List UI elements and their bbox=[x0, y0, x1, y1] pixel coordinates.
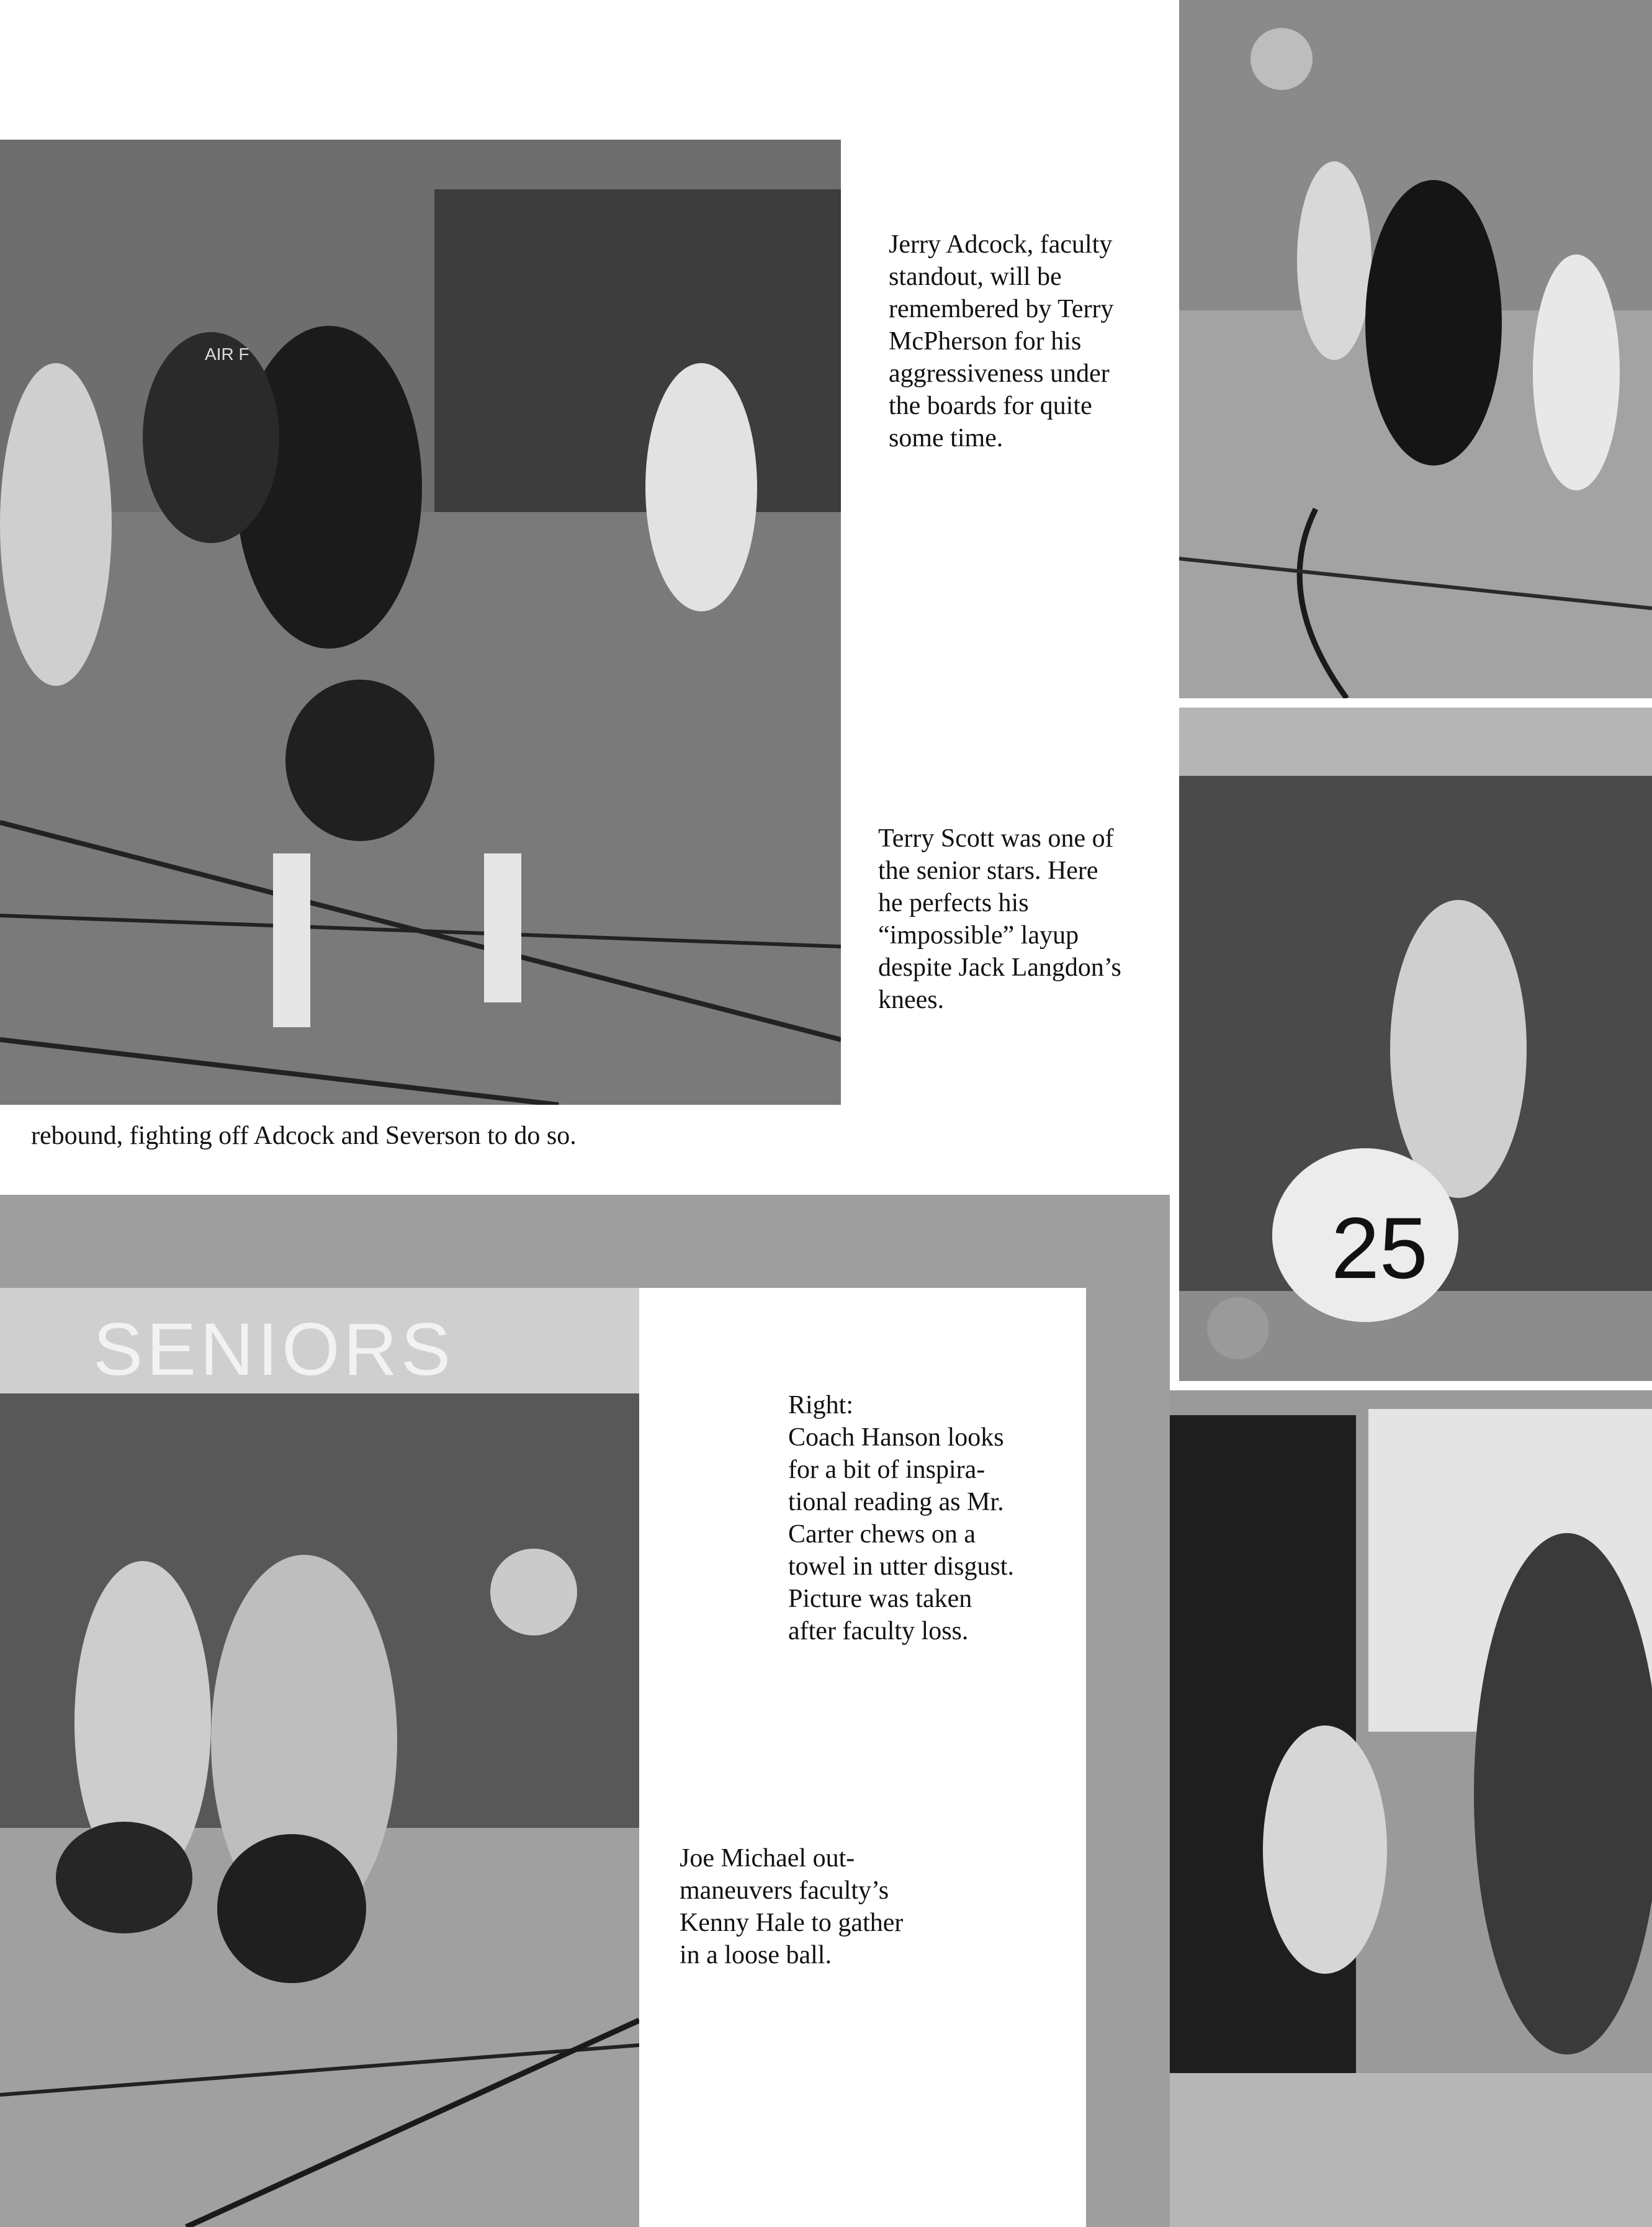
jersey-number: 25 bbox=[1331, 1199, 1428, 1297]
caption-line: in a loose ball. bbox=[680, 1941, 832, 1969]
caption-line: “impossible” layup bbox=[878, 921, 1079, 950]
caption-line: despite Jack Langdon’s bbox=[878, 953, 1121, 982]
seniors-banner: SENIORS bbox=[93, 1308, 455, 1391]
caption-line: he perfects his bbox=[878, 889, 1029, 917]
caption-line: Kenny Hale to gather bbox=[680, 1909, 904, 1937]
caption-line: aggressiveness under bbox=[889, 359, 1110, 388]
banner-text: AIR F bbox=[205, 344, 249, 364]
caption-rebound: rebound, fighting off Adcock and Severson to do so. bbox=[31, 1122, 577, 1150]
photo-loose-ball bbox=[0, 1288, 639, 2227]
caption-line: tional reading as Mr. bbox=[788, 1488, 1004, 1516]
caption-line: Carter chews on a bbox=[788, 1520, 976, 1549]
caption-line: Joe Michael out- bbox=[680, 1844, 855, 1873]
caption-line: after faculty loss. bbox=[788, 1617, 969, 1645]
caption-line: Right: bbox=[788, 1391, 854, 1419]
caption-scott bbox=[878, 822, 1121, 1016]
caption-line: McPherson for his bbox=[889, 327, 1082, 356]
caption-line: maneuvers faculty’s bbox=[680, 1876, 889, 1905]
photo-rebound-scramble bbox=[0, 140, 841, 1105]
photo-impossible-layup bbox=[1179, 708, 1652, 1381]
caption-line: some time. bbox=[889, 424, 1003, 452]
caption-line: the boards for quite bbox=[889, 392, 1092, 420]
caption-michael bbox=[680, 1842, 903, 1971]
caption-line: the senior stars. Here bbox=[878, 857, 1098, 885]
caption-line: knees. bbox=[878, 986, 945, 1014]
caption-line: Picture was taken bbox=[788, 1585, 972, 1613]
photo-locker-room bbox=[1170, 1390, 1652, 2227]
caption-line: for a bit of inspira- bbox=[788, 1455, 985, 1484]
caption-line: standout, will be bbox=[889, 263, 1062, 291]
caption-line: Terry Scott was one of bbox=[878, 824, 1114, 853]
caption-line: remembered by Terry bbox=[889, 295, 1114, 323]
caption-line: Coach Hanson looks bbox=[788, 1423, 1004, 1452]
photo-jump-shot bbox=[1179, 0, 1652, 698]
caption-line: towel in utter disgust. bbox=[788, 1552, 1014, 1581]
caption-line: Jerry Adcock, faculty bbox=[889, 230, 1113, 259]
caption-adcock bbox=[889, 228, 1113, 454]
caption-hanson bbox=[788, 1389, 1014, 1647]
